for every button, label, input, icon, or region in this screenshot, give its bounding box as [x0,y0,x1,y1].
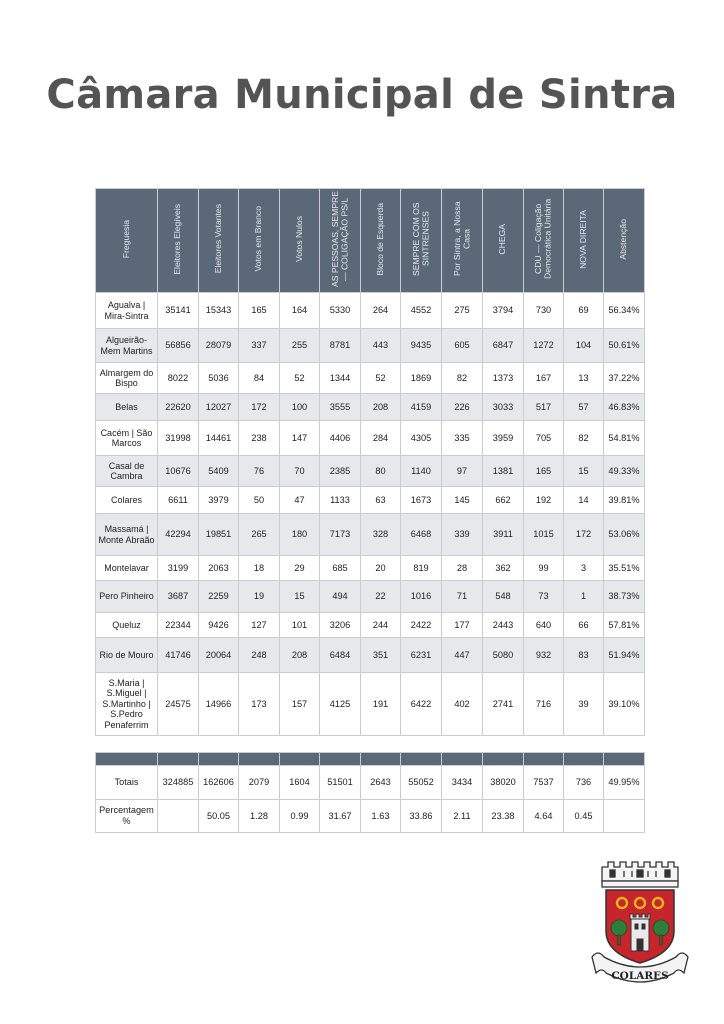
table-row [96,673,645,736]
value-cell: 15 [280,581,320,613]
value-cell: 82 [442,363,483,394]
value-cell: 165 [239,293,280,329]
value-cell: 6422 [401,673,442,736]
value-cell: 5036 [199,363,239,394]
table-row [96,581,645,613]
freguesia-cell: S.Maria | S.Miguel | S.Martinho | S.Pedro Penaferrim [96,673,158,736]
value-cell: 494 [320,581,361,613]
value-cell: 339 [442,514,483,556]
band-cell [280,753,320,766]
totals-header-band [96,753,645,766]
value-cell: 38020 [483,766,524,800]
table-row [96,363,645,394]
value-cell: 3959 [483,421,524,456]
value-cell: 19851 [199,514,239,556]
band-cell [442,753,483,766]
value-cell: 22 [361,581,401,613]
value-cell: 4.64 [524,800,564,833]
row-label-cell: Percentagem % [96,800,158,833]
value-cell: 3206 [320,613,361,638]
value-cell: 6468 [401,514,442,556]
table-row [96,613,645,638]
value-cell: 70 [280,456,320,487]
value-cell: 4305 [401,421,442,456]
value-cell: 517 [524,394,564,421]
value-cell: 180 [280,514,320,556]
value-cell: 2422 [401,613,442,638]
value-cell: 14966 [199,673,239,736]
value-cell: 172 [564,514,604,556]
value-cell: 6231 [401,638,442,673]
value-cell [158,800,199,833]
value-cell: 3199 [158,556,199,581]
freguesia-cell: Belas [96,394,158,421]
value-cell: 24575 [158,673,199,736]
value-cell: 275 [442,293,483,329]
value-cell: 248 [239,638,280,673]
value-cell: 705 [524,421,564,456]
column-header [442,189,483,293]
value-cell: 82 [564,421,604,456]
value-cell: 22344 [158,613,199,638]
table-row [96,638,645,673]
column-header-label: CDU — Coligação Democrática Unitária [533,198,553,280]
value-cell: 167 [524,363,564,394]
table-row [96,487,645,514]
value-cell: 1344 [320,363,361,394]
value-cell: 6847 [483,329,524,363]
page-title: Câmara Municipal de Sintra [46,72,678,118]
value-cell: 351 [361,638,401,673]
value-cell: 3687 [158,581,199,613]
table-row [96,394,645,421]
value-cell [604,800,645,833]
column-header-label: Freguesia [120,219,131,259]
value-cell: 3911 [483,514,524,556]
band-cell [401,753,442,766]
value-cell: 208 [361,394,401,421]
value-cell: 443 [361,329,401,363]
freguesia-cell: Pero Pinheiro [96,581,158,613]
value-cell: 55052 [401,766,442,800]
value-cell: 255 [280,329,320,363]
value-cell: 3979 [199,487,239,514]
value-cell: 3033 [483,394,524,421]
freguesia-cell: Massamá | Monte Abraão [96,514,158,556]
value-cell: 41746 [158,638,199,673]
value-cell: 9426 [199,613,239,638]
totals-table [95,752,645,833]
value-cell: 605 [442,329,483,363]
value-cell: 2443 [483,613,524,638]
value-cell: 1381 [483,456,524,487]
value-cell: 80 [361,456,401,487]
value-cell: 49.33% [604,456,645,487]
value-cell: 3555 [320,394,361,421]
value-cell: 23.38 [483,800,524,833]
value-cell: 208 [280,638,320,673]
column-header-label: Votos Nulos [293,216,304,262]
value-cell: 1133 [320,487,361,514]
value-cell: 51501 [320,766,361,800]
value-cell: 69 [564,293,604,329]
crest-label: COLARES [611,970,669,982]
value-cell: 1604 [280,766,320,800]
freguesia-cell: Almargem do Bispo [96,363,158,394]
value-cell: 324885 [158,766,199,800]
value-cell: 54.81% [604,421,645,456]
value-cell: 37.22% [604,363,645,394]
value-cell: 50 [239,487,280,514]
value-cell: 83 [564,638,604,673]
value-cell: 192 [524,487,564,514]
value-cell: 337 [239,329,280,363]
band-cell [604,753,645,766]
column-header-label: AS PESSOAS, SEMPRE — COLIGAÇÃO PS/L [329,191,349,287]
value-cell: 6484 [320,638,361,673]
value-cell: 29 [280,556,320,581]
value-cell: 28079 [199,329,239,363]
value-cell: 2385 [320,456,361,487]
value-cell: 402 [442,673,483,736]
value-cell: 127 [239,613,280,638]
value-cell: 2063 [199,556,239,581]
value-cell: 63 [361,487,401,514]
value-cell: 56856 [158,329,199,363]
value-cell: 4552 [401,293,442,329]
value-cell: 46.83% [604,394,645,421]
value-cell: 35141 [158,293,199,329]
value-cell: 50.61% [604,329,645,363]
column-header [483,189,524,293]
tower-icon [630,914,650,951]
value-cell: 191 [361,673,401,736]
value-cell: 162606 [199,766,239,800]
value-cell: 73 [524,581,564,613]
band-cell [320,753,361,766]
column-header-label: Eleitores Votantes [212,204,223,274]
freguesia-cell: Casal de Cambra [96,456,158,487]
value-cell: 147 [280,421,320,456]
value-cell: 172 [239,394,280,421]
column-header [158,189,199,293]
value-cell: 1015 [524,514,564,556]
table-row [96,293,645,329]
value-cell: 10676 [158,456,199,487]
table-row [96,329,645,363]
band-cell [564,753,604,766]
mural-crown-icon [602,862,678,887]
band-cell [524,753,564,766]
column-header-label: SEMPRE COM OS SINTRENSES [410,202,430,276]
value-cell: 18 [239,556,280,581]
value-cell: 1140 [401,456,442,487]
band-cell [483,753,524,766]
value-cell: 2259 [199,581,239,613]
value-cell: 97 [442,456,483,487]
table-row [96,456,645,487]
value-cell: 6611 [158,487,199,514]
value-cell: 99 [524,556,564,581]
value-cell: 39.10% [604,673,645,736]
value-cell: 730 [524,293,564,329]
column-header [280,189,320,293]
band-cell [199,753,239,766]
value-cell: 5080 [483,638,524,673]
value-cell: 104 [564,329,604,363]
value-cell: 4406 [320,421,361,456]
value-cell: 3 [564,556,604,581]
value-cell: 244 [361,613,401,638]
value-cell: 76 [239,456,280,487]
value-cell: 8022 [158,363,199,394]
value-cell: 14461 [199,421,239,456]
value-cell: 548 [483,581,524,613]
value-cell: 14 [564,487,604,514]
value-cell: 328 [361,514,401,556]
value-cell: 22620 [158,394,199,421]
value-cell: 15343 [199,293,239,329]
value-cell: 640 [524,613,564,638]
band-cell [96,753,158,766]
value-cell: 1373 [483,363,524,394]
colares-coat-of-arms [588,853,692,993]
value-cell: 819 [401,556,442,581]
column-header [96,189,158,293]
table-row [96,421,645,456]
value-cell: 362 [483,556,524,581]
value-cell: 2643 [361,766,401,800]
value-cell: 19 [239,581,280,613]
freguesia-cell: Rio de Mouro [96,638,158,673]
value-cell: 1.28 [239,800,280,833]
column-header [199,189,239,293]
value-cell: 15 [564,456,604,487]
value-cell: 164 [280,293,320,329]
freguesia-cell: Cacém | São Marcos [96,421,158,456]
column-header [604,189,645,293]
value-cell: 8781 [320,329,361,363]
value-cell: 4125 [320,673,361,736]
value-cell: 57 [564,394,604,421]
value-cell: 716 [524,673,564,736]
value-cell: 1016 [401,581,442,613]
freguesia-cell: Agualva | Mira-Sintra [96,293,158,329]
value-cell: 226 [442,394,483,421]
value-cell: 20064 [199,638,239,673]
value-cell: 100 [280,394,320,421]
column-header-label: NOVA DIREITA [577,209,588,269]
value-cell: 284 [361,421,401,456]
value-cell: 20 [361,556,401,581]
value-cell: 736 [564,766,604,800]
value-cell: 265 [239,514,280,556]
freguesia-cell: Queluz [96,613,158,638]
value-cell: 7537 [524,766,564,800]
value-cell: 1869 [401,363,442,394]
value-cell: 2741 [483,673,524,736]
value-cell: 31998 [158,421,199,456]
column-header-label: CHEGA [497,223,508,255]
value-cell: 5330 [320,293,361,329]
column-header [361,189,401,293]
value-cell: 66 [564,613,604,638]
percentage-row [96,800,645,833]
column-header-label: Eleitores Elegíveis [172,203,183,275]
value-cell: 238 [239,421,280,456]
value-cell: 9435 [401,329,442,363]
table-row [96,514,645,556]
value-cell: 2.11 [442,800,483,833]
value-cell: 2079 [239,766,280,800]
value-cell: 31.67 [320,800,361,833]
value-cell: 39.81% [604,487,645,514]
value-cell: 932 [524,638,564,673]
column-header-label: Abstenção [618,218,629,260]
column-header-label: Por Sintra, a Nossa Casa [451,201,471,277]
value-cell: 0.45 [564,800,604,833]
value-cell: 5409 [199,456,239,487]
value-cell: 1272 [524,329,564,363]
column-header-label: Votos em Branco [253,206,264,272]
value-cell: 13 [564,363,604,394]
value-cell: 101 [280,613,320,638]
value-cell: 42294 [158,514,199,556]
column-header-label: Bloco de Esquerda [374,202,385,276]
column-header [401,189,442,293]
band-cell [361,753,401,766]
value-cell: 50.05 [199,800,239,833]
row-label-cell: Totais [96,766,158,800]
value-cell: 12027 [199,394,239,421]
value-cell: 0.99 [280,800,320,833]
column-header [564,189,604,293]
value-cell: 685 [320,556,361,581]
value-cell: 52 [280,363,320,394]
band-cell [239,753,280,766]
freguesia-cell: Montelavar [96,556,158,581]
value-cell: 264 [361,293,401,329]
value-cell: 71 [442,581,483,613]
value-cell: 84 [239,363,280,394]
value-cell: 335 [442,421,483,456]
value-cell: 28 [442,556,483,581]
freguesia-cell: Colares [96,487,158,514]
value-cell: 47 [280,487,320,514]
value-cell: 49.95% [604,766,645,800]
value-cell: 33.86 [401,800,442,833]
value-cell: 447 [442,638,483,673]
value-cell: 53.06% [604,514,645,556]
value-cell: 165 [524,456,564,487]
value-cell: 3434 [442,766,483,800]
value-cell: 56.34% [604,293,645,329]
results-table [95,188,645,736]
value-cell: 35.51% [604,556,645,581]
value-cell: 57.81% [604,613,645,638]
value-cell: 173 [239,673,280,736]
value-cell: 4159 [401,394,442,421]
value-cell: 1673 [401,487,442,514]
value-cell: 177 [442,613,483,638]
table-body [96,293,645,736]
value-cell: 39 [564,673,604,736]
value-cell: 52 [361,363,401,394]
freguesia-cell: Algueirão-Mem Martins [96,329,158,363]
value-cell: 51.94% [604,638,645,673]
table-header-row [96,189,645,293]
value-cell: 1.63 [361,800,401,833]
value-cell: 38.73% [604,581,645,613]
table-row [96,556,645,581]
column-header [524,189,564,293]
band-cell [158,753,199,766]
value-cell: 145 [442,487,483,514]
value-cell: 3794 [483,293,524,329]
column-header [239,189,280,293]
column-header [320,189,361,293]
value-cell: 1 [564,581,604,613]
totals-row [96,766,645,800]
value-cell: 157 [280,673,320,736]
value-cell: 7173 [320,514,361,556]
value-cell: 662 [483,487,524,514]
